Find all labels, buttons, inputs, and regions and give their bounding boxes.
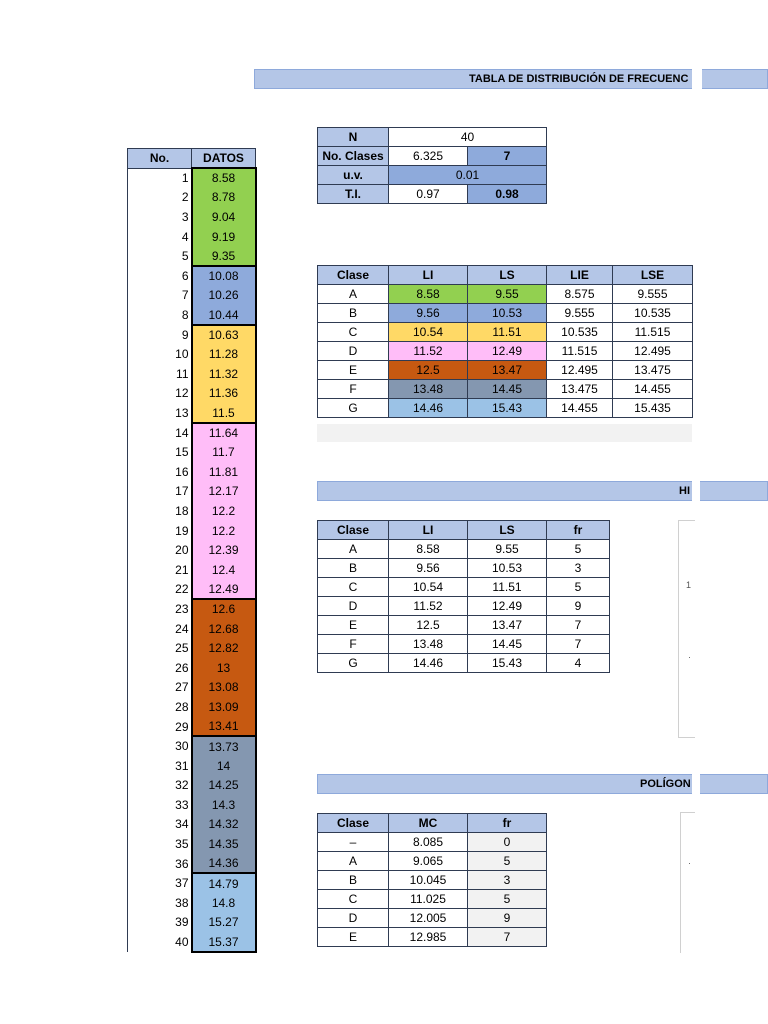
datos-row <box>128 246 256 266</box>
datos-row <box>128 658 256 678</box>
limits-header-lse: LSE <box>613 266 693 285</box>
freq-ls: 14.45 <box>468 635 547 654</box>
datos-row-number: 6 <box>128 266 192 286</box>
limits-li: 8.58 <box>389 285 468 304</box>
datos-row-number: 17 <box>128 482 192 502</box>
freq-ls: 13.47 <box>468 616 547 635</box>
freq-li: 8.58 <box>389 540 468 559</box>
limits-row <box>318 342 693 361</box>
mc-clase: A <box>318 852 389 871</box>
limits-clase: E <box>318 361 389 380</box>
datos-row-value: 9.35 <box>192 246 256 266</box>
datos-row-number: 22 <box>128 580 192 600</box>
datos-row <box>128 932 256 952</box>
hist-band-cutoff <box>692 475 700 507</box>
freq-fr: 7 <box>547 616 610 635</box>
limits-li: 10.54 <box>389 323 468 342</box>
datos-row-number: 16 <box>128 462 192 482</box>
datos-row-number: 2 <box>128 188 192 208</box>
freq-fr: 5 <box>547 578 610 597</box>
mc-clase: – <box>318 833 389 852</box>
datos-row <box>128 442 256 462</box>
freq-fr: 5 <box>547 540 610 559</box>
datos-row <box>128 384 256 404</box>
datos-row <box>128 207 256 227</box>
datos-row <box>128 423 256 443</box>
datos-row-number: 37 <box>128 873 192 893</box>
datos-row <box>128 521 256 541</box>
limits-ls: 15.43 <box>468 399 547 418</box>
limits-lse: 9.555 <box>613 285 693 304</box>
freq-fr: 7 <box>547 635 610 654</box>
datos-row-value: 15.37 <box>192 932 256 952</box>
datos-row-value: 10.08 <box>192 266 256 286</box>
mc-header-clase: Clase <box>318 814 389 833</box>
limits-li: 9.56 <box>389 304 468 323</box>
datos-row-number: 28 <box>128 697 192 717</box>
limits-ls: 9.55 <box>468 285 547 304</box>
limits-header-ls: LS <box>468 266 547 285</box>
datos-row <box>128 580 256 600</box>
datos-row-number: 20 <box>128 540 192 560</box>
datos-row-value: 12.6 <box>192 599 256 619</box>
freq-ls: 15.43 <box>468 654 547 673</box>
uv-value: 0.01 <box>389 166 547 185</box>
datos-row-number: 9 <box>128 325 192 345</box>
freq-body <box>318 540 610 673</box>
datos-header-datos: DATOS <box>192 149 256 169</box>
polygon-chart-fragment <box>680 812 695 953</box>
datos-row-number: 40 <box>128 932 192 952</box>
datos-row-number: 12 <box>128 384 192 404</box>
freq-fr: 3 <box>547 559 610 578</box>
datos-row <box>128 403 256 423</box>
datos-row <box>128 815 256 835</box>
limits-row <box>318 361 693 380</box>
mc-value: 8.085 <box>389 833 468 852</box>
limits-ls: 10.53 <box>468 304 547 323</box>
limits-row <box>318 285 693 304</box>
histogram-band <box>317 481 768 501</box>
datos-row-value: 12.82 <box>192 638 256 658</box>
datos-row-value: 12.2 <box>192 501 256 521</box>
datos-row-value: 14.8 <box>192 893 256 913</box>
freq-clase: F <box>318 635 389 654</box>
freq-clase: G <box>318 654 389 673</box>
datos-row <box>128 776 256 796</box>
freq-header-ls: LS <box>468 521 547 540</box>
poly-tick-1: · <box>688 858 691 868</box>
limits-row <box>318 399 693 418</box>
clases-calc: 6.325 <box>389 147 468 166</box>
freq-li: 12.5 <box>389 616 468 635</box>
ti-calc: 0.97 <box>389 185 468 204</box>
datos-row-number: 10 <box>128 344 192 364</box>
datos-row-value: 12.39 <box>192 540 256 560</box>
freq-clase: A <box>318 540 389 559</box>
freq-clase: E <box>318 616 389 635</box>
freq-row <box>318 654 610 673</box>
limits-lse: 10.535 <box>613 304 693 323</box>
limits-lie: 11.515 <box>547 342 613 361</box>
datos-header-no: No. <box>128 149 192 169</box>
freq-row <box>318 635 610 654</box>
limits-clase: C <box>318 323 389 342</box>
datos-row-value: 13.41 <box>192 717 256 737</box>
limits-lse: 11.515 <box>613 323 693 342</box>
mc-fr: 9 <box>468 909 547 928</box>
mc-value: 12.985 <box>389 928 468 947</box>
datos-body <box>128 168 256 952</box>
limits-li: 11.52 <box>389 342 468 361</box>
freq-li: 11.52 <box>389 597 468 616</box>
datos-row <box>128 266 256 286</box>
histogram-title: HI <box>679 485 690 497</box>
limits-clase: B <box>318 304 389 323</box>
limits-header-clase: Clase <box>318 266 389 285</box>
datos-row <box>128 168 256 188</box>
datos-row-number: 23 <box>128 599 192 619</box>
datos-row-value: 11.64 <box>192 423 256 443</box>
datos-row-number: 35 <box>128 834 192 854</box>
freq-li: 10.54 <box>389 578 468 597</box>
datos-row-number: 29 <box>128 717 192 737</box>
mc-header-fr: fr <box>468 814 547 833</box>
datos-row-number: 25 <box>128 638 192 658</box>
datos-row-value: 11.28 <box>192 344 256 364</box>
mc-row <box>318 852 547 871</box>
hist-tick-2: · <box>688 652 691 662</box>
datos-row <box>128 619 256 639</box>
limits-lse: 15.435 <box>613 399 693 418</box>
datos-row-number: 1 <box>128 168 192 188</box>
datos-row-number: 14 <box>128 423 192 443</box>
limits-lse: 12.495 <box>613 342 693 361</box>
mc-value: 11.025 <box>389 890 468 909</box>
datos-row <box>128 364 256 384</box>
datos-row-number: 39 <box>128 913 192 933</box>
datos-row-number: 34 <box>128 815 192 835</box>
uv-label: u.v. <box>318 166 389 185</box>
limits-li: 14.46 <box>389 399 468 418</box>
limits-gray-strip <box>317 424 692 442</box>
datos-row-number: 8 <box>128 305 192 325</box>
datos-row-number: 27 <box>128 678 192 698</box>
datos-row-value: 14.32 <box>192 815 256 835</box>
datos-row-value: 11.36 <box>192 384 256 404</box>
datos-table <box>127 148 257 953</box>
datos-row-value: 13 <box>192 658 256 678</box>
limits-ls: 14.45 <box>468 380 547 399</box>
freq-header-fr: fr <box>547 521 610 540</box>
datos-row-value: 11.5 <box>192 403 256 423</box>
datos-row-value: 13.09 <box>192 697 256 717</box>
datos-row <box>128 501 256 521</box>
freq-clase: D <box>318 597 389 616</box>
mc-clase: C <box>318 890 389 909</box>
datos-row <box>128 325 256 345</box>
freq-li: 9.56 <box>389 559 468 578</box>
mc-row <box>318 833 547 852</box>
band-cutoff <box>692 60 702 100</box>
mc-header-mc: MC <box>389 814 468 833</box>
freq-row <box>318 616 610 635</box>
freq-fr: 9 <box>547 597 610 616</box>
hist-tick-1: 1 <box>686 580 692 590</box>
mc-clase: D <box>318 909 389 928</box>
limits-lie: 14.455 <box>547 399 613 418</box>
limits-lie: 12.495 <box>547 361 613 380</box>
datos-row <box>128 462 256 482</box>
datos-row <box>128 697 256 717</box>
datos-row-number: 5 <box>128 246 192 266</box>
freq-li: 13.48 <box>389 635 468 654</box>
polygon-title: POLÍGON <box>640 778 691 790</box>
datos-row-value: 14.25 <box>192 776 256 796</box>
datos-row-value: 11.7 <box>192 442 256 462</box>
limits-body <box>318 285 693 418</box>
freq-header-clase: Clase <box>318 521 389 540</box>
freq-ls: 9.55 <box>468 540 547 559</box>
limits-li: 13.48 <box>389 380 468 399</box>
datos-row <box>128 893 256 913</box>
datos-row-number: 31 <box>128 756 192 776</box>
datos-row-number: 4 <box>128 227 192 247</box>
datos-row <box>128 638 256 658</box>
datos-row-number: 13 <box>128 403 192 423</box>
limits-lie: 9.555 <box>547 304 613 323</box>
datos-row <box>128 344 256 364</box>
mc-value: 12.005 <box>389 909 468 928</box>
datos-row-value: 9.04 <box>192 207 256 227</box>
limits-ls: 13.47 <box>468 361 547 380</box>
datos-row-value: 13.08 <box>192 678 256 698</box>
limits-clase: A <box>318 285 389 304</box>
polygon-band <box>317 774 768 794</box>
datos-row-value: 15.27 <box>192 913 256 933</box>
limits-row <box>318 304 693 323</box>
datos-row <box>128 678 256 698</box>
datos-row <box>128 188 256 208</box>
freq-ls: 10.53 <box>468 559 547 578</box>
title-band <box>254 69 768 89</box>
datos-row-value: 12.68 <box>192 619 256 639</box>
freq-ls: 12.49 <box>468 597 547 616</box>
datos-row <box>128 873 256 893</box>
poly-band-cutoff <box>692 768 700 800</box>
mc-fr: 3 <box>468 871 547 890</box>
mc-clase: E <box>318 928 389 947</box>
histogram-chart-fragment <box>678 520 695 738</box>
datos-row-number: 18 <box>128 501 192 521</box>
limits-clase: F <box>318 380 389 399</box>
mc-row <box>318 928 547 947</box>
datos-row-value: 8.78 <box>192 188 256 208</box>
datos-row-number: 11 <box>128 364 192 384</box>
limits-row <box>318 380 693 399</box>
datos-row-value: 9.19 <box>192 227 256 247</box>
datos-row-value: 14.36 <box>192 854 256 874</box>
freq-table <box>317 520 610 673</box>
datos-row-number: 32 <box>128 776 192 796</box>
limits-lse: 13.475 <box>613 361 693 380</box>
limits-lie: 8.575 <box>547 285 613 304</box>
mc-fr: 5 <box>468 890 547 909</box>
datos-row <box>128 560 256 580</box>
freq-clase: B <box>318 559 389 578</box>
mc-fr: 0 <box>468 833 547 852</box>
limits-lse: 14.455 <box>613 380 693 399</box>
datos-row <box>128 834 256 854</box>
limits-table <box>317 265 693 418</box>
freq-header-li: LI <box>389 521 468 540</box>
datos-row-value: 12.2 <box>192 521 256 541</box>
mc-body <box>318 833 547 947</box>
datos-row-number: 24 <box>128 619 192 639</box>
mc-value: 9.065 <box>389 852 468 871</box>
datos-row <box>128 756 256 776</box>
datos-row-value: 14.35 <box>192 834 256 854</box>
limits-lie: 13.475 <box>547 380 613 399</box>
datos-row-number: 3 <box>128 207 192 227</box>
datos-row-value: 13.73 <box>192 736 256 756</box>
limits-header-lie: LIE <box>547 266 613 285</box>
mc-table <box>317 813 547 947</box>
limits-ls: 11.51 <box>468 323 547 342</box>
datos-row-value: 14.3 <box>192 795 256 815</box>
limits-clase: D <box>318 342 389 361</box>
datos-row <box>128 736 256 756</box>
freq-row <box>318 540 610 559</box>
page-title: TABLA DE DISTRIBUCIÓN DE FRECUENC <box>469 73 689 85</box>
datos-row <box>128 913 256 933</box>
limits-row <box>318 323 693 342</box>
datos-row <box>128 305 256 325</box>
datos-row-value: 10.44 <box>192 305 256 325</box>
n-value: 40 <box>389 128 547 147</box>
freq-li: 14.46 <box>389 654 468 673</box>
datos-row <box>128 482 256 502</box>
limits-ls: 12.49 <box>468 342 547 361</box>
limits-lie: 10.535 <box>547 323 613 342</box>
mc-fr: 7 <box>468 928 547 947</box>
datos-row-number: 30 <box>128 736 192 756</box>
clases-value: 7 <box>468 147 547 166</box>
datos-row-value: 12.4 <box>192 560 256 580</box>
datos-row-number: 7 <box>128 286 192 306</box>
datos-row-value: 8.58 <box>192 168 256 188</box>
datos-row-value: 11.32 <box>192 364 256 384</box>
datos-row-value: 12.49 <box>192 580 256 600</box>
datos-row <box>128 795 256 815</box>
freq-clase: C <box>318 578 389 597</box>
datos-row-value: 10.26 <box>192 286 256 306</box>
clases-label: No. Clases <box>318 147 389 166</box>
mc-fr: 5 <box>468 852 547 871</box>
datos-row-number: 26 <box>128 658 192 678</box>
datos-row <box>128 599 256 619</box>
datos-row <box>128 717 256 737</box>
ti-label: T.I. <box>318 185 389 204</box>
limits-header-li: LI <box>389 266 468 285</box>
summary-table <box>317 127 547 204</box>
datos-row <box>128 854 256 874</box>
datos-row-value: 12.17 <box>192 482 256 502</box>
datos-row-value: 14 <box>192 756 256 776</box>
datos-row-number: 38 <box>128 893 192 913</box>
limits-li: 12.5 <box>389 361 468 380</box>
datos-row-number: 21 <box>128 560 192 580</box>
freq-row <box>318 578 610 597</box>
freq-row <box>318 597 610 616</box>
mc-row <box>318 871 547 890</box>
datos-row-number: 15 <box>128 442 192 462</box>
mc-clase: B <box>318 871 389 890</box>
datos-row <box>128 540 256 560</box>
freq-ls: 11.51 <box>468 578 547 597</box>
mc-value: 10.045 <box>389 871 468 890</box>
mc-row <box>318 890 547 909</box>
datos-row <box>128 286 256 306</box>
n-label: N <box>318 128 389 147</box>
datos-row-number: 33 <box>128 795 192 815</box>
datos-row-value: 14.79 <box>192 873 256 893</box>
limits-clase: G <box>318 399 389 418</box>
datos-row-number: 19 <box>128 521 192 541</box>
mc-row <box>318 909 547 928</box>
freq-row <box>318 559 610 578</box>
freq-fr: 4 <box>547 654 610 673</box>
datos-row-value: 10.63 <box>192 325 256 345</box>
ti-value: 0.98 <box>468 185 547 204</box>
datos-row-number: 36 <box>128 854 192 874</box>
datos-row <box>128 227 256 247</box>
datos-row-value: 11.81 <box>192 462 256 482</box>
